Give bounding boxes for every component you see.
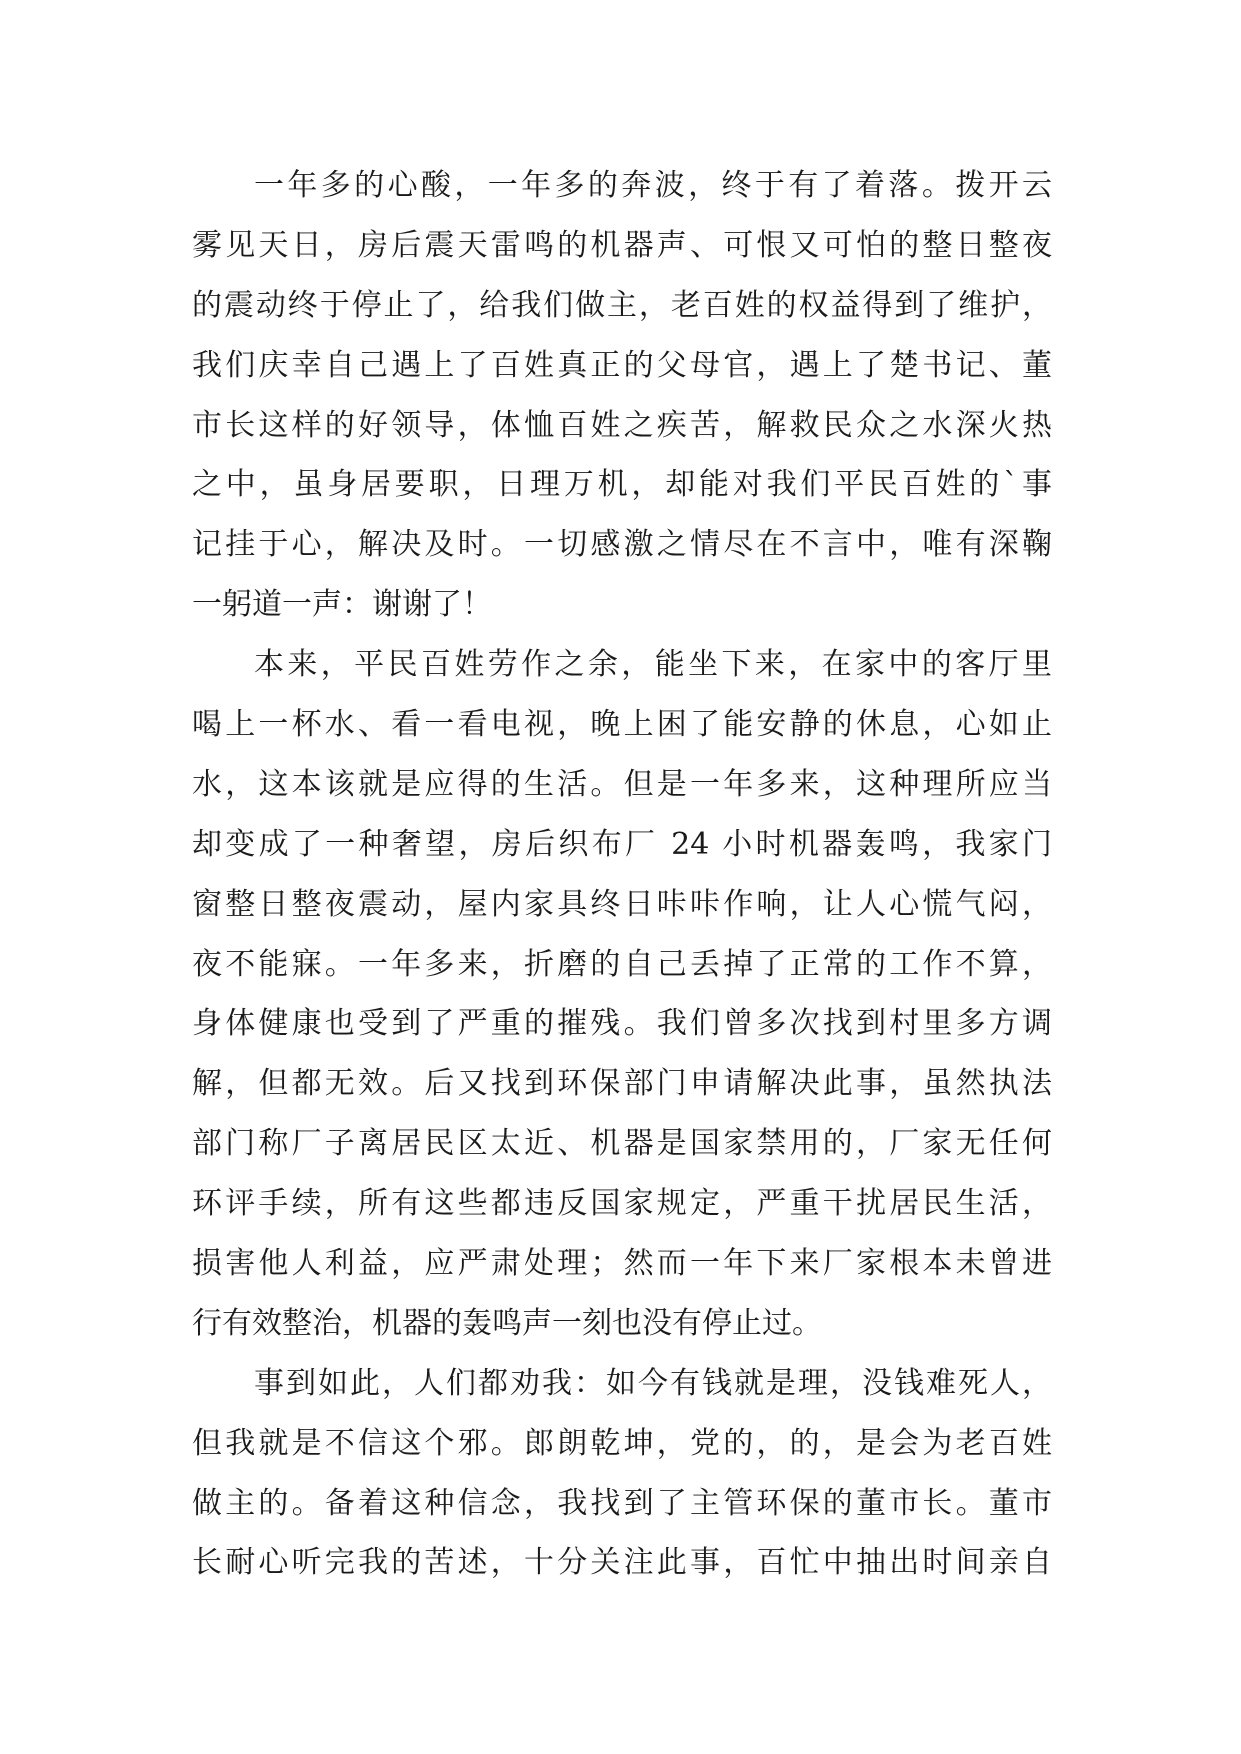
text-line: 记挂于心，解决及时。一切感激之情尽在不言中，唯有深鞠 [192,527,1052,563]
text-line: 事到如此，人们都劝我：如今有钱就是理，没钱难死人， [254,1365,1052,1401]
text-line: 的震动终于停止了，给我们做主，老百姓的权益得到了维护， [192,287,1052,323]
text-line: 环评手续，所有这些都违反国家规定，严重干扰居民生活， [192,1186,1052,1222]
text-line: 解，但都无效。后又找到环保部门申请解决此事，虽然执法 [192,1066,1052,1102]
text-line: 一躬道一声：谢谢了！ [192,587,492,623]
text-line: 我们庆幸自己遇上了百姓真正的父母官，遇上了楚书记、董 [192,347,1052,383]
paragraph-2 [192,635,1052,1354]
text-line: 一年多的心酸，一年多的奔波，终于有了着落。拨开云 [254,168,1052,203]
text-line: 部门称厂子离居民区太近、机器是国家禁用的，厂家无任何 [192,1126,1052,1162]
body-text [192,156,1052,1593]
text-line: 本来，平民百姓劳作之余，能坐下来，在家中的客厅里 [254,647,1052,683]
text-line: 夜不能寐。一年多来，折磨的自己丢掉了正常的工作不算， [192,946,1052,982]
text-line: 做主的。备着这种信念，我找到了主管环保的董市长。董市 [192,1485,1052,1521]
text-line: 损害他人利益，应严肃处理；然而一年下来厂家根本未曾进 [192,1246,1052,1282]
text-line: 却变成了一种奢望，房后织布厂 24 小时机器轰鸣，我家门 [192,826,1052,862]
text-line: 窗整日整夜震动，屋内家具终日咔咔作响，让人心慌气闷， [192,886,1052,922]
paragraph-1 [192,156,1052,635]
text-line: 但我就是不信这个邪。郎朗乾坤，党的，的，是会为老百姓 [192,1425,1052,1461]
text-line: 喝上一杯水、看一看电视，晚上困了能安静的休息，心如止 [192,707,1052,743]
text-line: 市长这样的好领导，体恤百姓之疾苦，解救民众之水深火热 [192,407,1052,443]
text-line: 行有效整治，机器的轰鸣声一刻也没有停止过。 [192,1305,822,1341]
text-line: 长耐心听完我的苦述，十分关注此事，百忙中抽出时间亲自 [192,1545,1052,1581]
paragraph-3 [192,1354,1052,1594]
text-line: 水，这本该就是应得的生活。但是一年多来，这种理所应当 [192,766,1052,802]
text-line: 之中，虽身居要职，日理万机，却能对我们平民百姓的`事 [192,467,1052,503]
text-line: 雾见天日，房后震天雷鸣的机器声、可恨又可怕的整日整夜 [192,227,1052,263]
text-line: 身体健康也受到了严重的摧残。我们曾多次找到村里多方调 [192,1006,1052,1042]
